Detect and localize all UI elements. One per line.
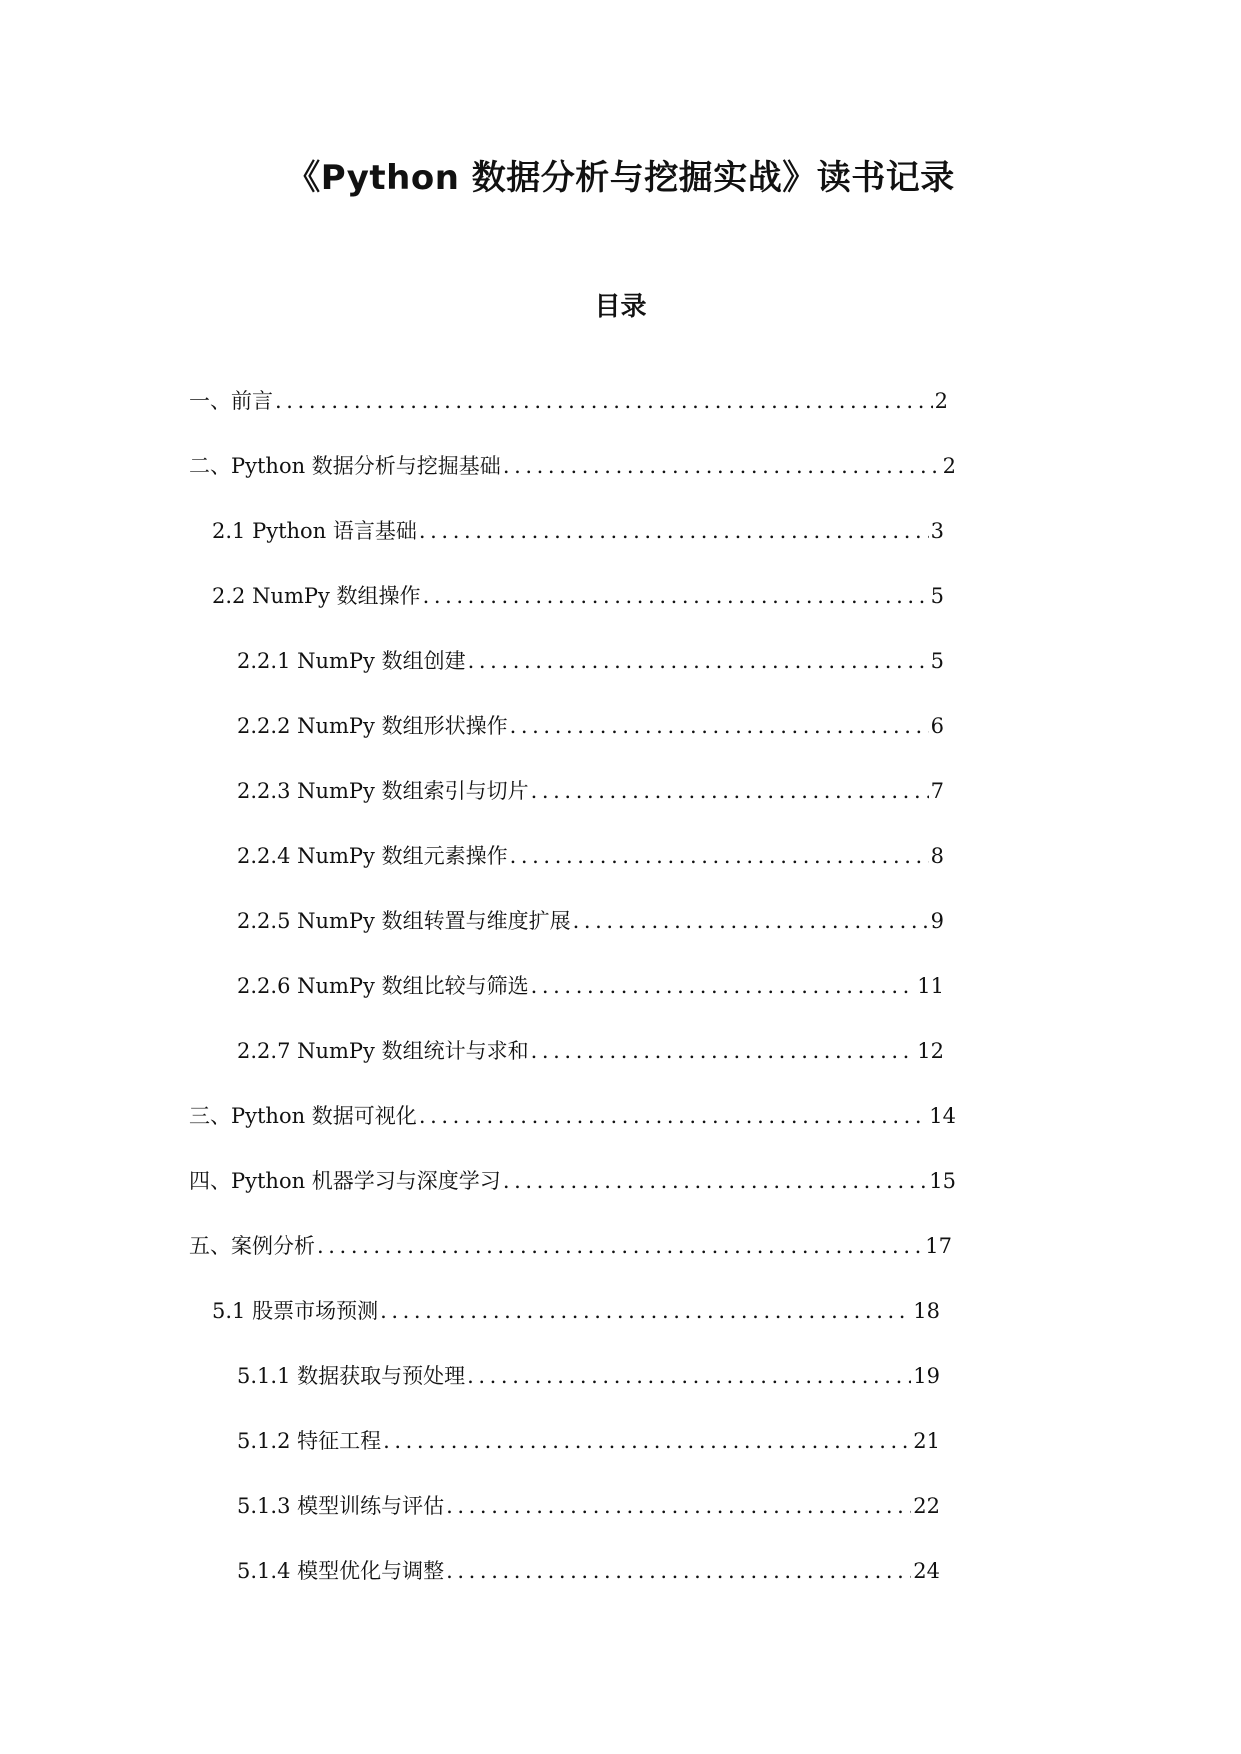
toc-leader-dots [468,646,929,676]
toc-entry-label: 5.1 股票市场预测 [212,1299,379,1323]
toc-entry-label: 五、案例分析 [189,1234,315,1258]
toc-entry-label: 2.2.1 NumPy 数组创建 [237,649,466,673]
toc-entry-page: 11 [917,974,944,998]
toc-entry[interactable] [237,776,944,806]
toc-entry-page: 24 [913,1559,940,1583]
toc-entry[interactable] [237,971,944,1001]
toc-entry-page: 22 [913,1494,940,1518]
document-title: 《Python 数据分析与挖掘实战》读书记录 [286,158,955,198]
toc-entry-label: 5.1.4 模型优化与调整 [237,1559,445,1583]
toc-entry-page: 3 [930,519,944,543]
toc-leader-dots [467,1361,911,1391]
toc-leader-dots [503,1166,927,1196]
toc-entry[interactable] [212,1296,940,1326]
toc-entry[interactable] [237,711,944,741]
toc-entry-page: 2 [942,454,956,478]
toc-entry-label: 2.2.3 NumPy 数组索引与切片 [237,779,529,803]
toc-leader-dots [446,1556,911,1586]
toc-leader-dots [419,516,929,546]
toc-entry-label: 一、前言 [189,389,273,413]
toc-entry[interactable] [212,516,944,546]
toc-entry-page: 6 [930,714,944,738]
toc-entry[interactable] [237,906,944,936]
toc-entry-label: 2.1 Python 语言基础 [212,519,417,543]
toc-entry-label: 2.2.7 NumPy 数组统计与求和 [237,1039,529,1063]
toc-entry[interactable] [212,581,944,611]
toc-entry[interactable] [237,1491,940,1521]
toc-leader-dots [573,906,929,936]
toc-entry[interactable] [189,1101,956,1131]
toc-entry[interactable] [189,1166,956,1196]
toc-leader-dots [510,841,929,871]
toc-entry-page: 14 [929,1104,956,1128]
toc-entry[interactable] [237,1036,944,1066]
toc-leader-dots [275,386,933,416]
toc-leader-dots [380,1296,911,1326]
toc-leader-dots [419,1101,927,1131]
toc-leader-dots [531,776,929,806]
toc-entry[interactable] [237,1426,940,1456]
toc-leader-dots [503,451,941,481]
toc-leader-dots [531,1036,916,1066]
toc-entry[interactable] [237,841,944,871]
toc-leader-dots [531,971,916,1001]
toc-entry-label: 5.1.2 特征工程 [237,1429,382,1453]
toc-entry-page: 19 [913,1364,940,1388]
toc-entry-label: 二、Python 数据分析与挖掘基础 [189,454,501,478]
toc-entry-label: 5.1.3 模型训练与评估 [237,1494,445,1518]
toc-entry-page: 7 [930,779,944,803]
toc-entry-label: 2.2.6 NumPy 数组比较与筛选 [237,974,529,998]
toc-entry-page: 9 [930,909,944,933]
toc-leader-dots [510,711,929,741]
toc-entry-label: 三、Python 数据可视化 [189,1104,417,1128]
toc-entry-page: 5 [930,584,944,608]
toc-heading: 目录 [594,292,647,322]
toc-entry-page: 5 [930,649,944,673]
toc-entry-page: 2 [934,389,948,413]
toc-entry-label: 2.2 NumPy 数组操作 [212,584,421,608]
toc-entry[interactable] [189,1231,952,1261]
toc-entry-page: 21 [913,1429,940,1453]
toc-entry-label: 2.2.2 NumPy 数组形状操作 [237,714,508,738]
toc-leader-dots [446,1491,911,1521]
toc-entry-page: 17 [925,1234,952,1258]
toc-entry-page: 8 [930,844,944,868]
toc-leader-dots [423,581,929,611]
toc-leader-dots [317,1231,923,1261]
toc-entry-label: 2.2.5 NumPy 数组转置与维度扩展 [237,909,571,933]
toc-entry[interactable] [189,451,956,481]
toc-entry[interactable] [237,1556,940,1586]
toc-entry-label: 2.2.4 NumPy 数组元素操作 [237,844,508,868]
toc-entry-page: 12 [917,1039,944,1063]
toc-leader-dots [383,1426,911,1456]
toc-entry-page: 18 [913,1299,940,1323]
toc-entry[interactable] [189,386,948,416]
toc-entry-page: 15 [929,1169,956,1193]
toc-entry[interactable] [237,1361,940,1391]
toc-entry-label: 5.1.1 数据获取与预处理 [237,1364,466,1388]
toc-entry-label: 四、Python 机器学习与深度学习 [189,1169,501,1193]
toc-entry[interactable] [237,646,944,676]
